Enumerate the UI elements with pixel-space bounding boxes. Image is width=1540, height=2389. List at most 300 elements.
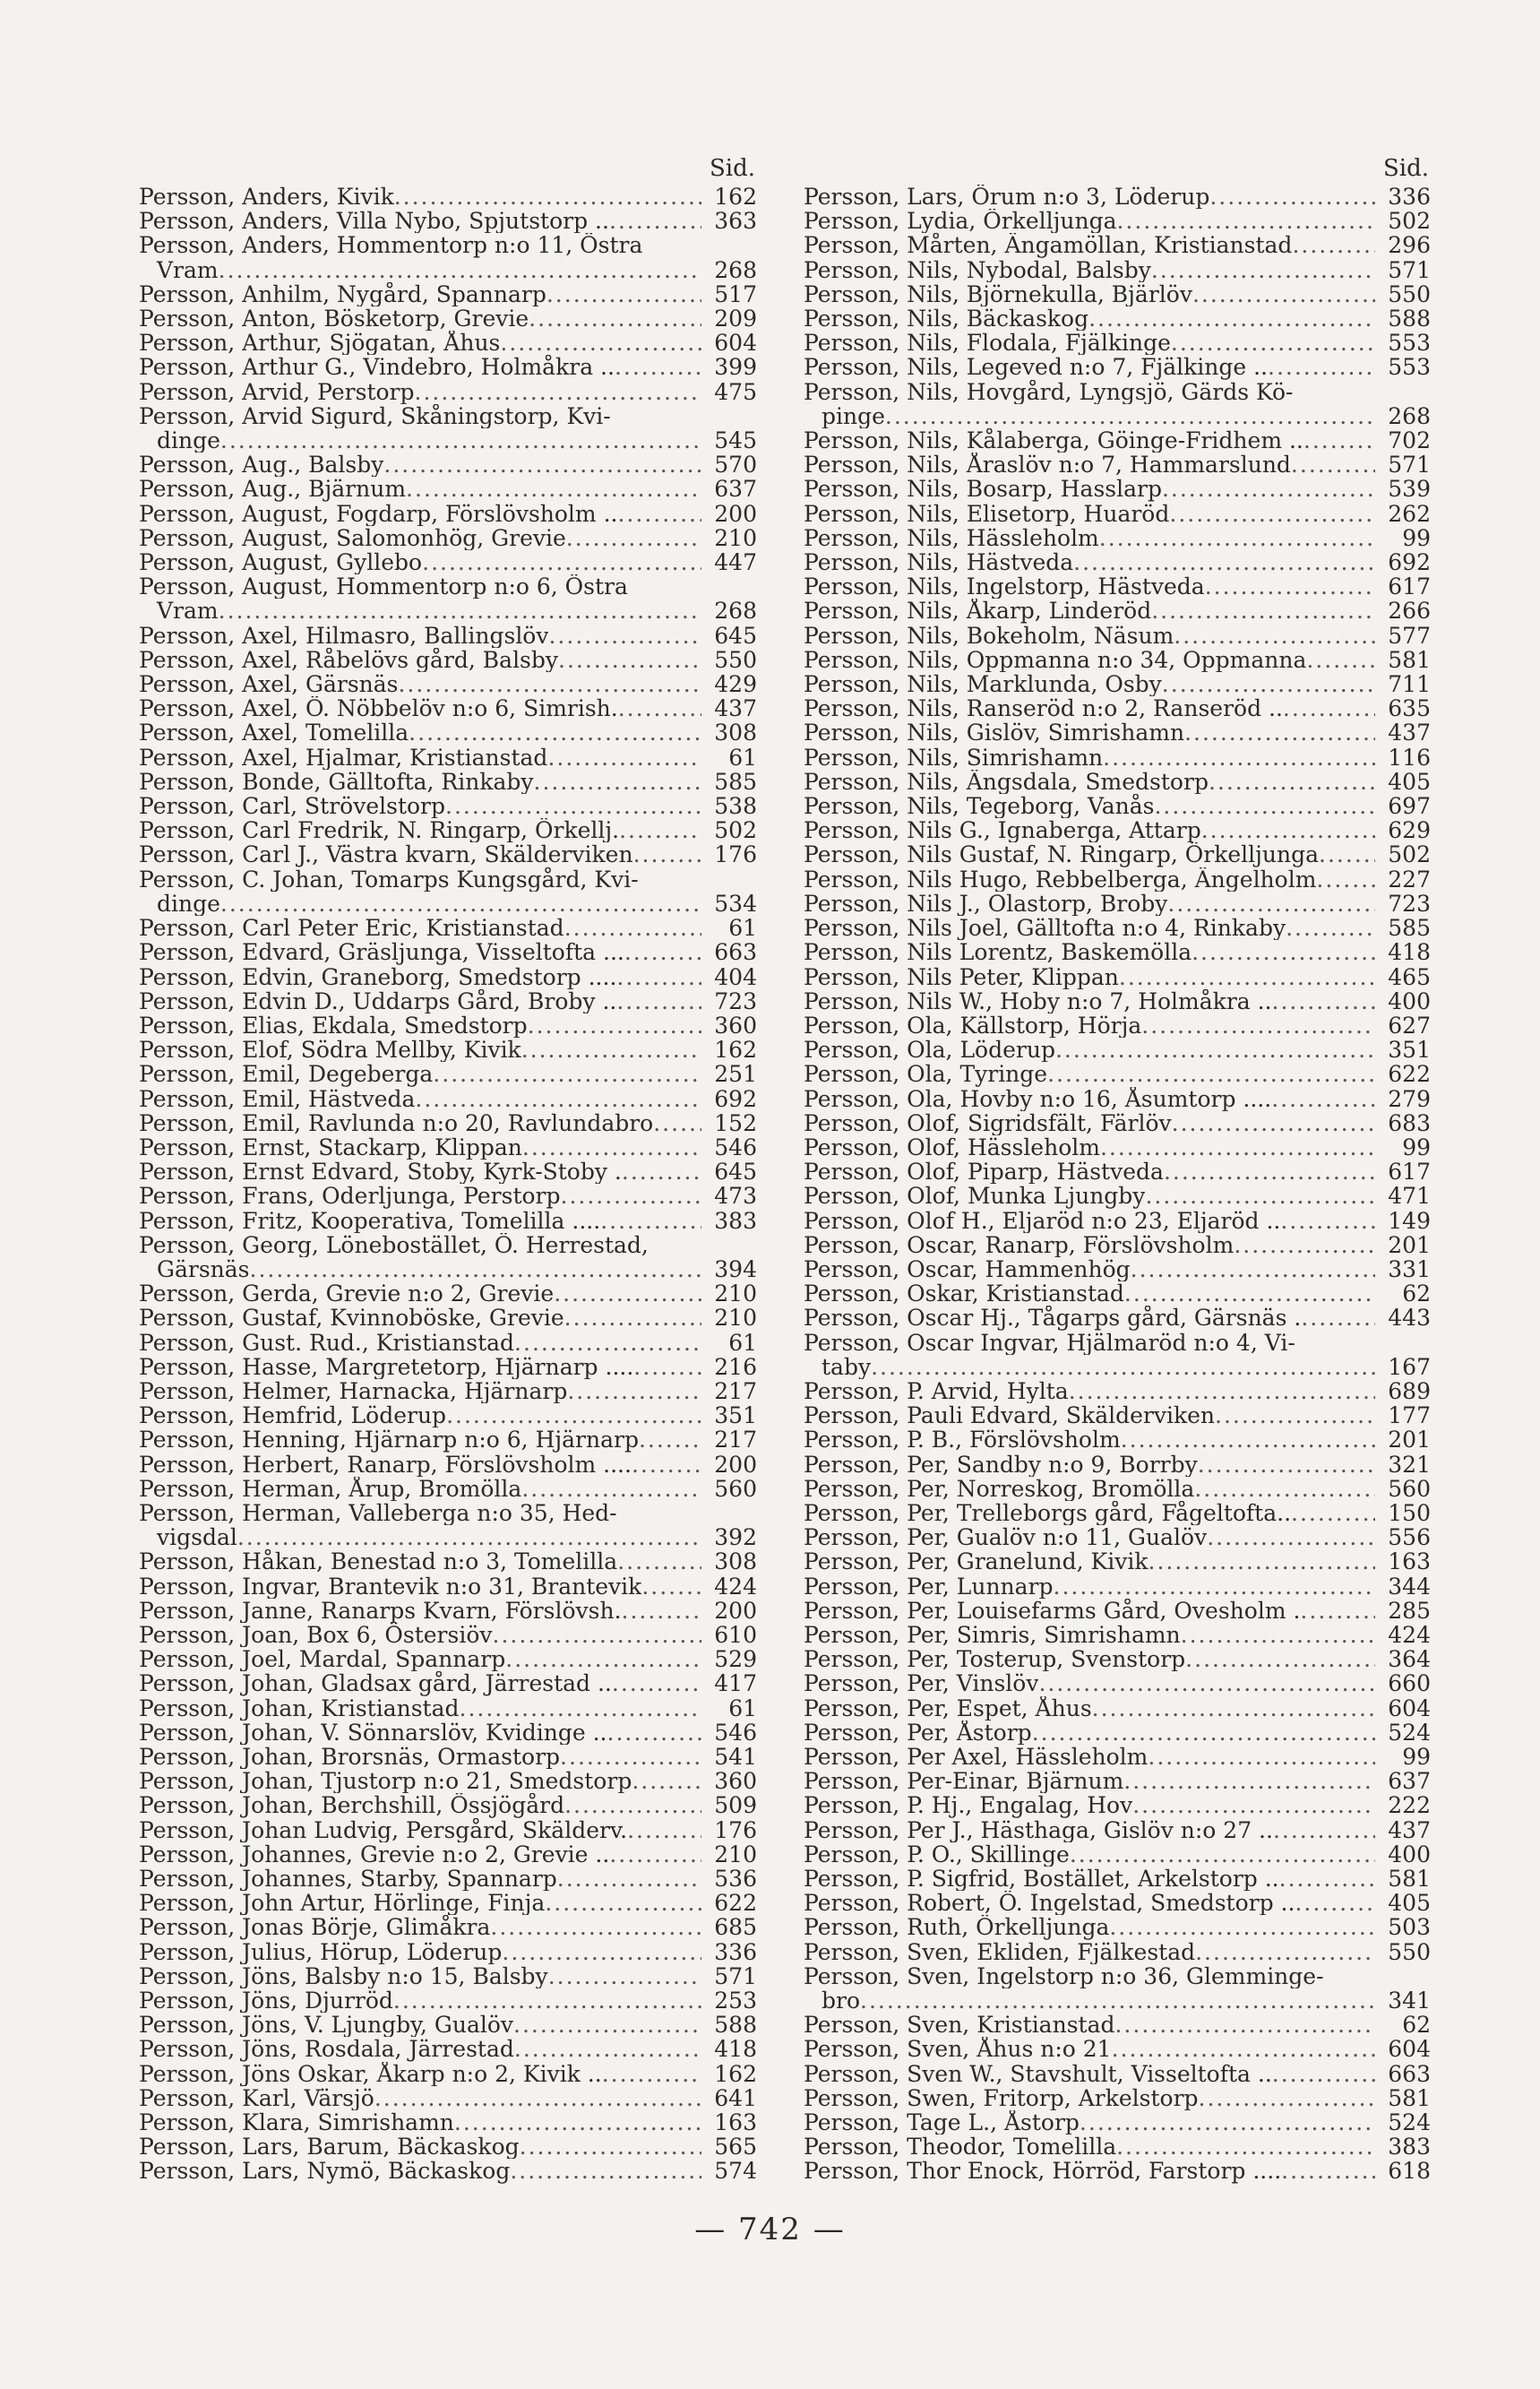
entry-page: 437 <box>714 695 757 722</box>
list-item <box>804 989 1431 1013</box>
entry-page: 641 <box>714 2084 757 2111</box>
list-item <box>804 1331 1431 1355</box>
entry-page: 201 <box>1388 1231 1431 1258</box>
list-item <box>804 1647 1431 1671</box>
dot-leader <box>1145 1184 1375 1208</box>
dot-leader <box>446 1403 701 1427</box>
dot-leader <box>1141 1013 1375 1038</box>
entry-name: Persson, Nils G., Ignaberga, Attarp <box>804 818 1201 843</box>
list-item <box>139 1306 757 1330</box>
entry-page: 524 <box>1388 1719 1431 1746</box>
list-item <box>139 624 757 648</box>
entry-page: 216 <box>714 1353 757 1380</box>
entry-name: Persson, John Artur, Hörlinge, Finja <box>139 1891 546 1916</box>
entry-name: Persson, Johan, Gladsax gård, Järrestad .. <box>139 1671 612 1696</box>
list-item <box>804 1915 1431 1939</box>
entry-page: 604 <box>1388 2036 1431 2063</box>
entry-page: 538 <box>714 793 757 820</box>
entry-page: 176 <box>714 1816 757 1843</box>
entry-page: 637 <box>1388 1768 1431 1795</box>
dot-leader <box>622 1160 701 1184</box>
dot-leader <box>1291 1501 1375 1525</box>
dot-leader <box>1292 233 1375 257</box>
entry-name: Persson, P. Arvid, Hylta <box>804 1378 1069 1404</box>
dot-leader <box>1073 550 1375 574</box>
entry-page: 336 <box>714 1938 757 1965</box>
entry-page: 351 <box>1388 1037 1431 1064</box>
entry-name: Persson, Jonas Börje, Glimåkra <box>139 1915 491 1940</box>
entry-list-left <box>139 185 757 2184</box>
entry-page: 618 <box>1388 2158 1431 2185</box>
dot-leader <box>1271 1087 1375 1111</box>
dot-leader <box>1054 1574 1375 1599</box>
entry-page: 577 <box>1388 622 1431 649</box>
entry-page: 502 <box>714 817 757 844</box>
list-item <box>804 794 1431 818</box>
list-item <box>139 2062 757 2086</box>
list-item <box>804 1574 1431 1599</box>
entry-name: vigsdal <box>157 1525 237 1550</box>
list-item <box>804 2159 1431 2183</box>
list-item <box>139 1647 757 1671</box>
list-item <box>139 696 757 720</box>
entry-name: Persson, Lars, Örum n:o 3, Löderup <box>804 185 1210 210</box>
entry-page: 405 <box>1388 768 1431 795</box>
dot-leader <box>398 672 701 696</box>
entry-page: 702 <box>1388 427 1431 454</box>
dot-leader <box>618 696 701 720</box>
list-item <box>804 355 1431 379</box>
entry-name: Vram <box>157 599 219 624</box>
entry-page: 308 <box>714 1548 757 1575</box>
entry-name: Persson, Arvid, Perstorp <box>139 379 415 404</box>
entry-page: 116 <box>1388 744 1431 771</box>
entry-name: Persson, Lydia, Örkelljunga <box>804 209 1117 234</box>
list-item <box>139 1818 757 1842</box>
list-item <box>139 355 757 379</box>
dot-leader <box>1291 453 1375 477</box>
entry-page: 400 <box>1388 988 1431 1014</box>
list-item <box>139 1355 757 1379</box>
dot-leader <box>521 1038 701 1062</box>
list-item <box>139 1793 757 1817</box>
entry-page: 560 <box>1388 1475 1431 1502</box>
entry-page: 262 <box>1388 500 1431 527</box>
entry-name: Persson, Joan, Box 6, Östersiöv <box>139 1622 493 1648</box>
entry-page: 529 <box>714 1646 757 1673</box>
entry-page: 149 <box>1388 1207 1431 1234</box>
list-item <box>139 2086 757 2110</box>
dot-leader <box>1119 965 1375 989</box>
list-item <box>139 842 757 867</box>
entry-page: 268 <box>1388 402 1431 429</box>
list-item <box>139 1525 757 1549</box>
dot-leader <box>564 1793 701 1817</box>
entry-name: Persson, Georg, Lönebostället, Ö. Herrestad, <box>139 1232 649 1257</box>
list-item <box>139 965 757 989</box>
entry-page: 321 <box>1388 1451 1431 1478</box>
entry-name: Persson, Nils, Legeved n:o 7, Fjälkinge .. <box>804 355 1269 380</box>
entry-page: 524 <box>1388 2109 1431 2136</box>
dot-leader <box>1047 1062 1375 1086</box>
dot-leader <box>1171 331 1375 355</box>
dot-leader <box>502 1940 701 1964</box>
list-item <box>804 550 1431 574</box>
entry-name: Persson, Axel, Gärsnäs <box>139 672 399 697</box>
entry-page: 336 <box>1388 184 1431 210</box>
list-item <box>139 1940 757 1964</box>
entry-name: Persson, Per, Gualöv n:o 11, Gualöv <box>804 1525 1208 1550</box>
entry-page: 424 <box>714 1573 757 1600</box>
list-item <box>804 1403 1431 1427</box>
dot-leader <box>1132 1793 1375 1817</box>
dot-leader <box>1154 794 1375 818</box>
dot-leader <box>567 1379 701 1403</box>
entry-name: Persson, Axel, Råbelövs gård, Balsby <box>139 647 559 673</box>
entry-name: Persson, Ruth, Örkelljunga <box>804 1915 1110 1940</box>
list-item <box>804 2062 1431 2086</box>
dot-leader <box>1151 599 1375 623</box>
entry-name: Persson, Anhilm, Nygård, Spannarp <box>139 281 546 307</box>
entry-name: Persson, Carl Peter Eric, Kristianstad <box>139 916 564 941</box>
entry-name: Persson, Nils Gustaf, N. Ringarp, Örkelljunga <box>804 842 1319 867</box>
entry-name: Persson, Edvin, Graneborg, Smedstorp .... <box>139 964 617 989</box>
entry-name: Persson, Sven W., Stavshult, Visseltofta .. <box>804 2061 1272 2086</box>
entry-name: Persson, Gustaf, Kvinnoböske, Grevie <box>139 1306 564 1331</box>
entry-page: 399 <box>714 354 757 381</box>
list-item <box>139 1745 757 1769</box>
entry-page: 227 <box>1388 866 1431 893</box>
list-item <box>139 453 757 477</box>
dot-leader <box>1114 2013 1375 2037</box>
list-item <box>804 1184 1431 1208</box>
entry-name: Persson, Nils Hugo, Rebbelberga, Ängelholm <box>804 867 1317 892</box>
entry-name: Persson, P. O., Skillinge <box>804 1841 1070 1867</box>
entry-name: Persson, August, Salomonhög, Grevie <box>139 525 566 551</box>
dot-leader <box>534 770 701 794</box>
dot-leader <box>653 1111 701 1135</box>
entry-name: Persson, Per, Louisefarms Gård, Ovesholm . <box>804 1598 1301 1623</box>
entry-name: Persson, Nils, Hässleholm <box>804 525 1099 551</box>
right-column <box>804 152 1431 2184</box>
dot-leader <box>617 502 701 526</box>
dot-leader <box>1112 2037 1375 2061</box>
dot-leader <box>1209 185 1375 209</box>
list-item <box>804 867 1431 892</box>
entry-name: Persson, Nils Peter, Klippan <box>804 964 1119 989</box>
list-item <box>804 1355 1431 1379</box>
dot-leader <box>383 453 701 477</box>
dot-leader <box>415 1087 701 1111</box>
list-item <box>139 892 757 916</box>
entry-page: 617 <box>1388 1159 1431 1186</box>
entry-name: Persson, Ola, Källstorp, Hörja <box>804 1013 1142 1039</box>
list-item <box>139 1891 757 1915</box>
entry-page: 383 <box>714 1207 757 1234</box>
entry-name: Persson, P. Sigfrid, Bostället, Arkelstorp .. <box>804 1867 1279 1892</box>
dot-leader <box>622 1599 701 1623</box>
entry-page: 663 <box>1388 2060 1431 2087</box>
dot-leader <box>406 477 701 501</box>
entry-page: 645 <box>714 622 757 649</box>
dot-leader <box>1162 477 1375 501</box>
entry-page: 571 <box>714 1962 757 1989</box>
dot-leader <box>1295 1891 1375 1915</box>
list-item <box>139 1331 757 1355</box>
dot-leader <box>1184 720 1375 745</box>
list-item <box>804 428 1431 453</box>
entry-page: 404 <box>714 963 757 990</box>
list-item <box>804 1599 1431 1623</box>
dot-leader <box>609 1842 701 1867</box>
entry-name: dinge <box>157 891 220 917</box>
entry-name: Persson, Per, Simris, Simrishamn <box>804 1622 1181 1648</box>
entry-name: Persson, P. B., Förslövsholm <box>804 1427 1121 1453</box>
entry-page: 565 <box>714 2134 757 2160</box>
entry-name: Persson, Olof, Piparp, Hästveda <box>804 1160 1164 1185</box>
entry-name: Persson, Anders, Hommentorp n:o 11, Östra <box>139 233 643 258</box>
list-item <box>804 1769 1431 1793</box>
entry-page: 503 <box>1388 1914 1431 1941</box>
entry-name: Persson, Edvard, Gräsljunga, Visseltofta ... <box>139 940 624 965</box>
dot-leader <box>1109 1915 1375 1939</box>
entry-name: Persson, Axel, Hjalmar, Kristianstad <box>139 745 548 770</box>
dot-leader <box>557 1867 701 1891</box>
entry-page: 210 <box>714 1305 757 1332</box>
entry-name: dinge <box>157 428 220 453</box>
list-item <box>139 867 757 892</box>
list-item <box>804 1549 1431 1574</box>
list-item <box>139 233 757 257</box>
list-item <box>804 696 1431 720</box>
entry-name: Persson, Ola, Hovby n:o 16, Åsumtorp .... <box>804 1086 1272 1111</box>
entry-page: 550 <box>714 646 757 673</box>
list-item <box>139 2159 757 2183</box>
dot-leader <box>632 1453 701 1477</box>
entry-name: Persson, Olof, Sigridsfält, Färlöv <box>804 1110 1172 1135</box>
entry-name: Persson, Axel, Hilmasro, Ballingslöv <box>139 623 549 648</box>
dot-leader <box>612 1671 701 1695</box>
entry-page: 209 <box>714 306 757 332</box>
list-item <box>804 1281 1431 1306</box>
entry-page: 61 <box>728 1329 757 1356</box>
list-item <box>139 574 757 599</box>
entry-page: 222 <box>1388 1792 1431 1819</box>
list-item <box>139 1087 757 1111</box>
dot-leader <box>1280 1209 1375 1233</box>
dot-leader <box>220 892 701 916</box>
dot-leader <box>871 1355 1375 1379</box>
entry-name: Persson, Nils, Ranseröd n:o 2, Ranseröd .. <box>804 696 1283 721</box>
entry-name: Persson, Janne, Ranarps Kvarn, Förslövsh. <box>139 1598 622 1623</box>
list-item <box>804 1793 1431 1817</box>
dot-leader <box>1286 916 1375 940</box>
entry-page: 723 <box>1388 890 1431 917</box>
list-item <box>804 965 1431 989</box>
dot-leader <box>558 648 701 672</box>
list-item <box>139 2110 757 2135</box>
entry-name: Persson, P. Hj., Engalag, Hov <box>804 1793 1133 1818</box>
list-item <box>804 648 1431 672</box>
list-item <box>804 526 1431 550</box>
entry-name: Persson, Jöns, Rosdala, Järrestad <box>139 2037 514 2062</box>
list-item <box>804 1525 1431 1549</box>
entry-name: Persson, C. Johan, Tomarps Kungsgård, Kvi- <box>139 867 639 892</box>
dot-leader <box>633 842 701 867</box>
entry-page: 360 <box>714 1768 757 1795</box>
dot-leader <box>1319 842 1375 867</box>
entry-name: Persson, Nils, Tegeborg, Vanås <box>804 794 1155 819</box>
dot-leader <box>1301 1306 1375 1330</box>
dot-leader <box>1192 940 1375 964</box>
entry-name: Persson, Sven, Kristianstad <box>804 2013 1115 2038</box>
entry-page: 344 <box>1388 1573 1431 1600</box>
list-item <box>804 1891 1431 1915</box>
list-item <box>804 1696 1431 1721</box>
list-item <box>804 1818 1431 1842</box>
entry-name: Persson, Mårten, Ängamöllan, Kristianstad <box>804 233 1293 258</box>
entry-page: 210 <box>714 524 757 551</box>
list-item <box>804 1062 1431 1086</box>
entry-name: Persson, August, Gyllebo <box>139 550 423 575</box>
entry-page: 553 <box>1388 354 1431 381</box>
dot-leader <box>393 1988 701 2013</box>
list-item <box>804 746 1431 770</box>
entry-name: Persson, Nils, Kålaberga, Göinge-Fridhem .. <box>804 428 1303 453</box>
dot-leader <box>1273 1818 1375 1842</box>
entry-page: 546 <box>714 1719 757 1746</box>
entry-page: 150 <box>1388 1499 1431 1526</box>
entry-page: 502 <box>1388 841 1431 868</box>
dot-leader <box>237 1525 701 1549</box>
dot-leader <box>602 2062 701 2086</box>
dot-leader <box>1131 1257 1375 1281</box>
list-item <box>804 720 1431 745</box>
dot-leader <box>1055 1038 1375 1062</box>
entry-name: Persson, Oscar Hj., Tågarps gård, Gärsnäs . <box>804 1306 1302 1331</box>
entry-page: 400 <box>1388 1841 1431 1867</box>
dot-leader <box>529 306 701 331</box>
dot-leader <box>547 746 701 770</box>
list-item <box>804 502 1431 526</box>
entry-page: 545 <box>714 427 757 454</box>
entry-page: 418 <box>714 2036 757 2063</box>
entry-page: 363 <box>714 208 757 235</box>
dot-leader <box>1167 892 1375 916</box>
entry-name: Persson, Frans, Oderljunga, Perstorp <box>139 1184 561 1209</box>
entry-list-right <box>804 185 1431 2184</box>
entry-name: Persson, Nils, Åkarp, Linderöd <box>804 599 1152 624</box>
entry-name: Persson, Emil, Ravlunda n:o 20, Ravlundabro <box>139 1110 654 1135</box>
entry-page: 574 <box>714 2158 757 2185</box>
list-item <box>139 1721 757 1745</box>
dot-leader <box>500 331 701 355</box>
dot-leader <box>1185 1647 1375 1671</box>
entry-page: 437 <box>1388 1816 1431 1843</box>
entry-page: 465 <box>1388 963 1431 990</box>
list-item <box>139 1038 757 1062</box>
dot-leader <box>617 1549 701 1574</box>
dot-leader <box>1209 770 1375 794</box>
list-item <box>139 1623 757 1647</box>
entry-name: Persson, Per, Sandby n:o 9, Borrby <box>804 1452 1198 1477</box>
dot-leader <box>609 209 701 233</box>
dot-leader <box>633 1355 701 1379</box>
list-item <box>139 306 757 331</box>
entry-name: Persson, Nils, Hästveda <box>804 550 1074 575</box>
list-item <box>139 526 757 550</box>
dot-leader <box>250 1257 702 1281</box>
entry-name: Vram <box>157 257 219 282</box>
entry-name: Persson, Theodor, Tomelilla <box>804 2135 1117 2160</box>
entry-name: Persson, Per, Tosterup, Svenstorp <box>804 1647 1186 1672</box>
entry-page: 268 <box>714 598 757 625</box>
entry-page: 61 <box>728 915 757 942</box>
list-item <box>804 380 1431 404</box>
entry-page: 692 <box>1388 549 1431 576</box>
entry-page: 429 <box>714 671 757 698</box>
entry-name: Persson, Per, Trelleborgs gård, Fågeltofta.. <box>804 1500 1292 1526</box>
list-item <box>139 1477 757 1501</box>
dot-leader <box>1272 989 1375 1013</box>
list-item <box>139 550 757 574</box>
entry-page: 622 <box>1388 1061 1431 1088</box>
entry-page: 550 <box>1388 1938 1431 1965</box>
entry-name: Persson, Per, Norreskog, Bromölla <box>804 1476 1195 1501</box>
dot-leader <box>615 355 701 379</box>
entry-page: 502 <box>1388 208 1431 235</box>
entry-name: Persson, Arthur G., Vindebro, Holmåkra .. <box>139 355 615 380</box>
dot-leader <box>641 1574 701 1599</box>
entry-page: 210 <box>714 1841 757 1867</box>
list-item <box>139 1599 757 1623</box>
list-item <box>804 1964 1431 1988</box>
entry-name: Persson, Olof, Munka Ljungby <box>804 1184 1146 1209</box>
dot-leader <box>1207 1525 1375 1549</box>
dot-leader <box>521 1477 701 1501</box>
entry-page: 581 <box>1388 1866 1431 1893</box>
entry-name: Persson, Tage L., Åstorp <box>804 2110 1080 2135</box>
list-item <box>139 404 757 428</box>
entry-page: 61 <box>728 1695 757 1721</box>
entry-page: 539 <box>1388 476 1431 503</box>
entry-page: 163 <box>1388 1548 1431 1575</box>
entry-page: 581 <box>1388 2084 1431 2111</box>
dot-leader <box>1306 648 1375 672</box>
list-item <box>139 1696 757 1721</box>
list-item <box>139 672 757 696</box>
entry-name: Persson, Jöns, Djurröd <box>139 1988 393 2014</box>
entry-name: Persson, Johan, V. Sönnarslöv, Kvidinge .. <box>139 1720 607 1745</box>
dot-leader <box>220 428 701 453</box>
entry-page: 683 <box>1388 1109 1431 1136</box>
entry-name: Persson, Herman, Årup, Bromölla <box>139 1476 522 1501</box>
list-item <box>804 1013 1431 1038</box>
entry-page: 588 <box>714 2012 757 2039</box>
list-item <box>139 1549 757 1574</box>
entry-name: Persson, Per, Åstorp <box>804 1720 1032 1745</box>
list-item <box>139 989 757 1013</box>
list-item <box>139 1867 757 1891</box>
list-item <box>804 1453 1431 1477</box>
list-item <box>139 2037 757 2061</box>
dot-leader <box>1316 867 1375 892</box>
entry-page: 176 <box>714 841 757 868</box>
dot-leader <box>1194 1477 1375 1501</box>
entry-name: Persson, Nils, Marklunda, Osby <box>804 672 1162 697</box>
entry-page: 546 <box>714 1134 757 1160</box>
entry-name: Persson, Elof, Södra Mellby, Kivik <box>139 1038 521 1063</box>
